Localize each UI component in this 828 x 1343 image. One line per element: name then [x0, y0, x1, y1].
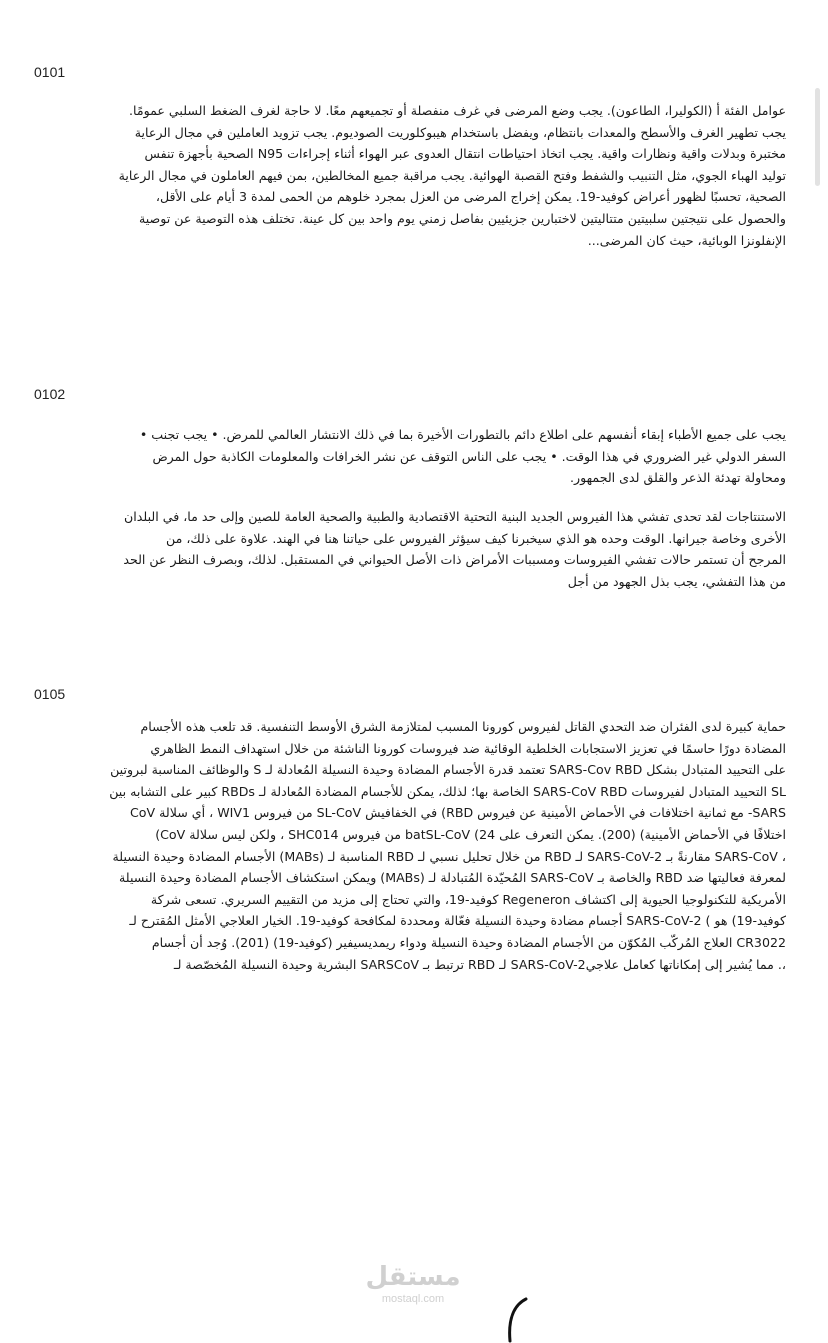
section-id-0105: 0105 [34, 686, 66, 702]
text-line: ، SARS-CoV مقارنةً بـ SARS-CoV-2 لـ RBD من خلال تحليل نسبي لـ RBD المناسبة لـ (MABs) الأجسام المضادة وحيدة النسيلة [112, 848, 786, 864]
text-line: يجب تطهير الغرف والأسطح والمعدات بانتظام، ويفضل باستخدام هيبوكلوريت الصوديوم. يجب تزويد العاملين في مجال الرعاية [134, 124, 786, 140]
text-line: السفر الدولي غير الضروري في هذا الوقت. • يجب على الناس التوقف عن نشر الخرافات والمعلومات الكاذبة حول المرض [152, 448, 786, 464]
section-id-0101: 0101 [34, 64, 66, 80]
text-line: المضادة دورًا حاسمًا في تعزيز الاستجابات الخلطية الوقائية ضد فيروسات كورونا الناشئة من خلال استهداف النمط الظاهري [150, 740, 786, 756]
text-line: الإنفلونزا الوبائية، حيث كان المرضى... [587, 232, 786, 248]
text-line: مختبرة وبدلات واقية ونظارات واقية. يجب اتخاذ احتياطات انتقال العدوى عبر الهواء أثناء إجراءات N95 الصحية بأجهزة تنفس [144, 146, 786, 162]
text-line: الصحية، تحسبًا لظهور أعراض كوفيد-19. يمكن إخراج المرضى من العزل بمجرد خلوهم من الحمى لمدة 3 أيام على الأقل، [155, 189, 786, 205]
watermark-arabic: مستقل [365, 1262, 461, 1292]
text-line: الاستنتاجات لقد تحدى تفشي هذا الفيروس الجديد البنية التحتية الاقتصادية والطبية والصحية العامة للصين وإلى حد ما، في البلدان [124, 509, 786, 524]
text-line: المرجح أن تستمر حالات تفشي الفيروسات ومسببات الأمراض ذات الأصل الحيواني في المستقبل. لذلك، وبصرف النظر عن الحد [123, 552, 786, 568]
text-line: توليد الهباء الجوي، مثل التنبيب والشفط وفتح القصبة الهوائية. يجب مراقبة جميع المخالطين، بمن فيهم العاملون في مجال الرعاية [118, 167, 786, 183]
text-line: على التحييد المتبادل بشكل SARS-Cov RBD تعتمد قدرة الأجسام المضادة وحيدة النسيلة المُعادلة لـ S والوظائف المناسبة لبروتين [110, 762, 786, 778]
section-id-0102: 0102 [34, 386, 66, 402]
text-line: ،. مما يُشير إلى إمكاناتها كعامل علاجيSARS-CoV-2 لـ RBD ترتبط بـ SARSCoV البشرية وحيدة النسيلة المُخصّصة لـ [173, 956, 786, 972]
watermark-latin: mostaql.com [381, 1293, 445, 1305]
paragraph-0102-conclusions [34, 506, 786, 592]
mostaql-watermark [358, 1262, 468, 1306]
text-line: الأمريكية للتكنولوجيا الحيوية إلى اكتشاف Regeneron كوفيد-19، والتي تحتاج إلى مزيد من التقييم السريري. تسعى شركة [150, 891, 786, 907]
text-line: من هذا التفشي، يجب بذل الجهود من أجل [567, 573, 786, 589]
pen-stroke-icon [500, 1295, 540, 1343]
text-line: SL التحييد المتبادل لفيروسات SARS-CoV RBD الخاصة بها؛ لذلك، يمكن للأجسام المضادة المُعادلة لـ RBDs كبير على التشابه بين [109, 783, 786, 799]
text-line: لمعرفة فعاليتها ضد RBD والخاصة بـ SARS-CoV المُحيّدة المُتبادلة لـ (MABs) ويمكن استكشاف الأجسام المضادة وحيدة النسيلة [119, 870, 786, 886]
paragraph-0105 [34, 716, 786, 975]
scrollbar-thumb[interactable] [815, 88, 820, 186]
text-line: CR3022 العلاج المُركّب المُكوّن من الأجسام المضادة وحيدة النسيلة ودواء ريمديسيفير (كوفيد-19) (201). وُجد أن أجسام [151, 934, 786, 950]
text-line: الأخرى وخاصة جيرانها. الوقت وحده هو الذي سيخبرنا كيف سيؤثر الفيروس على حياتنا هنا في الهند. علاوة على ذلك، من [166, 530, 786, 546]
text-line: اختلافًا في الأحماض الأمينية) (200). يمكن التعرف على 24) batSL-CoV من فيروس SHC014 ، ولكن ليس سلالة CoV) [155, 826, 786, 842]
text-line: ومحاولة تهدئة الذعر والقلق لدى الجمهور. [570, 470, 786, 486]
text-line: عوامل الفئة أ (الكوليرا، الطاعون). يجب وضع المرضى في غرف منفصلة أو تجميعهم معًا. لا حاجة لغرف الضغط السلبي عمومًا. [129, 103, 786, 118]
text-line: كوفيد-19) هو ) SARS-CoV-2 أجسام مضادة وحيدة النسيلة فعّالة ومحددة لمكافحة كوفيد-19. الخيار العلاجي الأمثل المُقترح لـ [129, 913, 786, 929]
text-line: يجب على جميع الأطباء إبقاء أنفسهم على اطلاع دائم بالتطورات الأخيرة بما في ذلك الانتشار العالمي للمرض. • يجب تجنب • [139, 427, 786, 442]
paragraph-0102-recommendations [34, 424, 786, 489]
text-line: والحصول على نتيجتين سلبيتين متتاليتين لاختبارين جزيئيين بفاصل زمني يوم واحد بين كل عينة. تختلف هذه التوصية عن توصية [139, 210, 786, 226]
paragraph-0101 [34, 100, 786, 251]
text-line: حماية كبيرة لدى الفئران ضد التحدي القاتل لفيروس كورونا المسبب لمتلازمة الشرق الأوسط التنفسية. قد تلعب هذه الأجسام [140, 719, 786, 734]
text-line: SARS- مع ثمانية اختلافات في الأحماض الأمينية عن فيروس RBD) في الخفافيش SL-CoV من فيروس WIV1 ، أي سلالة CoV [130, 805, 786, 821]
